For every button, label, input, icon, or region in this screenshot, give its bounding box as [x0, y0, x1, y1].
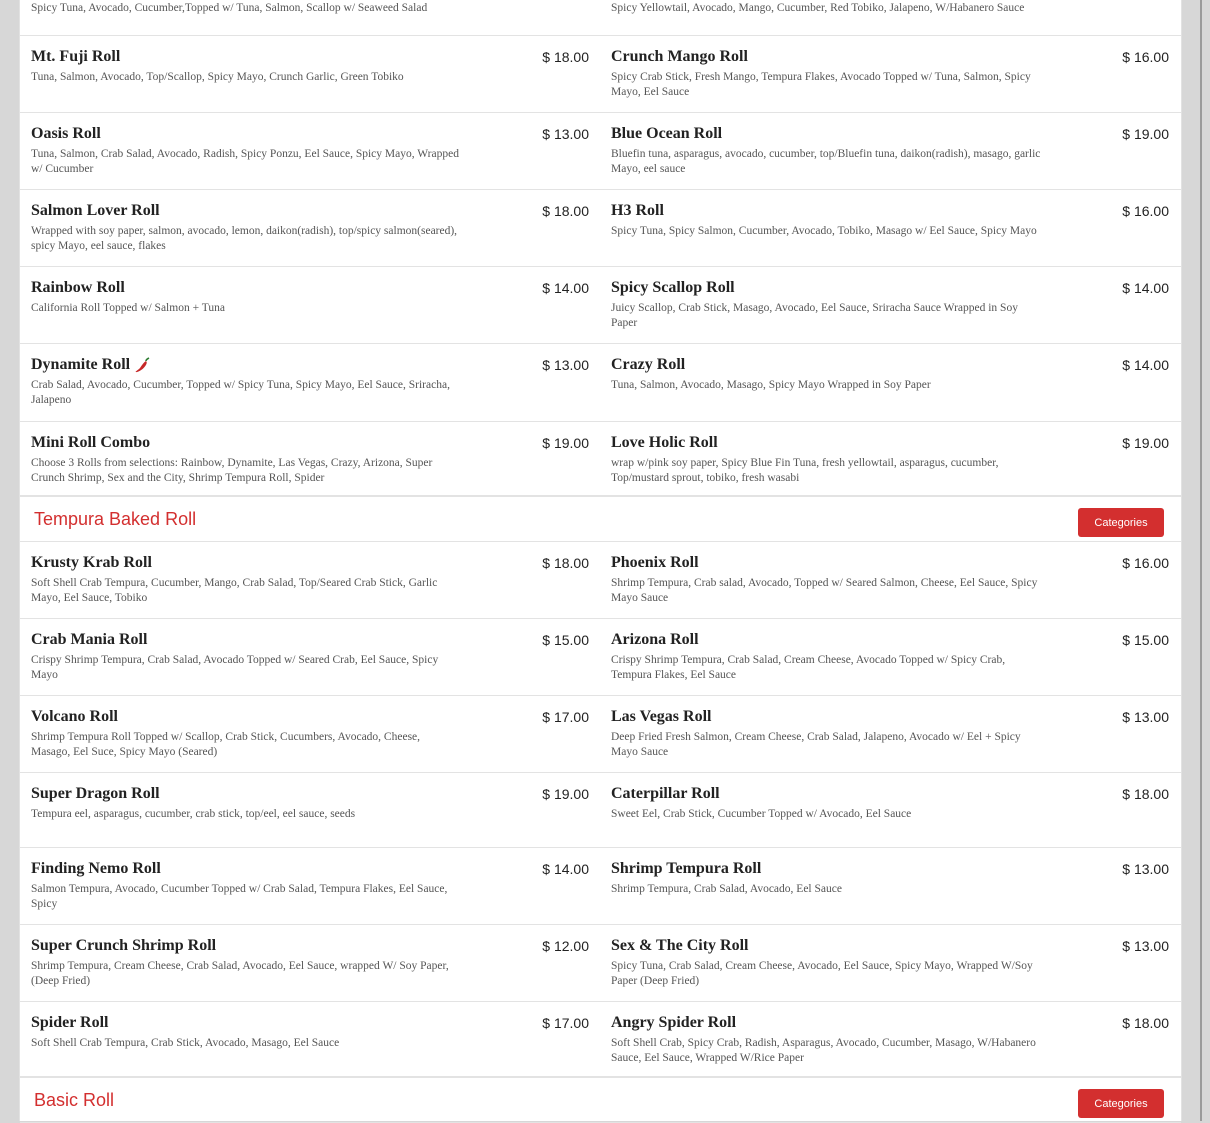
menu-item-name: Super Dragon Roll [31, 785, 160, 802]
menu-item[interactable] [600, 113, 1180, 189]
menu-item-description: Spicy Tuna, Avocado, Cucumber,Topped w/ Tuna, Salmon, Scallop w/ Seaweed Salad [31, 2, 428, 14]
menu-item-description: Sweet Eel, Crab Stick, Cucumber Topped w/ Avocado, Eel Sauce [611, 808, 912, 820]
menu-item-description: Shrimp Tempura, Cream Cheese, Crab Salad, Avocado, Eel Sauce, wrapped W/ Soy Paper, (Deep Fried) [31, 960, 449, 987]
menu-item-price: $ 18.00 [542, 555, 589, 571]
menu-item[interactable] [20, 542, 600, 618]
menu-item-price: $ 15.00 [542, 632, 589, 648]
menu-item[interactable] [600, 542, 1180, 618]
menu-item-price: $ 12.00 [542, 938, 589, 954]
menu-item-name: Mt. Fuji Roll [31, 48, 121, 65]
menu-item-description: wrap w/pink soy paper, Spicy Blue Fin Tuna, fresh yellowtail, asparagus, cucumber, Top/mustard sprout, tobiko, fresh wasabi [611, 457, 999, 484]
menu-item[interactable] [600, 848, 1180, 924]
menu-row [20, 696, 1181, 773]
menu-item-name: Crab Mania Roll [31, 631, 148, 648]
menu-row [20, 925, 1181, 1002]
section-title: Basic Roll [34, 1090, 115, 1110]
menu-row [20, 619, 1181, 696]
menu-item-description: Spicy Crab Stick, Fresh Mango, Tempura Flakes, Avocado Topped w/ Tuna, Salmon, Spicy Mayo, Eel Sauce [611, 71, 1031, 98]
section-header-basic [20, 1077, 1181, 1123]
menu-item[interactable] [20, 267, 600, 343]
menu-item-name: Crazy Roll [611, 356, 686, 373]
menu-item-price: $ 19.00 [1122, 435, 1169, 451]
menu-item-name-row [611, 936, 1180, 956]
menu-row [20, 344, 1181, 422]
menu-item-name-row [31, 433, 600, 453]
menu-item-name-row [611, 784, 1180, 804]
menu-item[interactable] [20, 422, 600, 495]
menu-item-description: Soft Shell Crab, Spicy Crab, Radish, Asparagus, Avocado, Cucumber, Masago, W/Habanero Sauce, Eel Sauce, Wrapped W/Rice Paper [611, 1037, 1036, 1064]
menu-item-name: Las Vegas Roll [611, 708, 712, 725]
menu-row [20, 542, 1181, 619]
menu-item[interactable] [600, 36, 1180, 112]
menu-item-price: $ 14.00 [542, 280, 589, 296]
menu-item-description: Shrimp Tempura, Crab Salad, Avocado, Eel Sauce [611, 883, 842, 895]
menu-item-name-row [611, 553, 1180, 573]
menu-item[interactable] [20, 925, 600, 1001]
menu-item-description: Spicy Yellowtail, Avocado, Mango, Cucumber, Red Tobiko, Jalapeno, W/Habanero Sauce [611, 2, 1025, 14]
menu-item[interactable] [20, 848, 600, 924]
menu-item-name-row [611, 47, 1180, 67]
menu-item-name-row [611, 124, 1180, 144]
menu-item[interactable] [20, 696, 600, 772]
menu-item-name-row [31, 47, 600, 67]
menu-item-description: Choose 3 Rolls from selections: Rainbow, Dynamite, Las Vegas, Crazy, Arizona, Super Crunch Shrimp, Sex and the City, Shrimp Tempura Roll, Spider [31, 457, 433, 484]
menu-item[interactable] [20, 1002, 600, 1076]
menu-item-price: $ 18.00 [1122, 786, 1169, 802]
menu-item[interactable] [600, 619, 1180, 695]
menu-item-name: Oasis Roll [31, 125, 101, 142]
menu-item-name-row [31, 278, 600, 298]
menu-item[interactable] [20, 36, 600, 112]
menu-item-name-row [31, 859, 600, 879]
menu-item-name: Phoenix Roll [611, 554, 699, 571]
menu-row [20, 422, 1181, 496]
menu-item-name-row [611, 859, 1180, 879]
menu-item-description: Salmon Tempura, Avocado, Cucumber Topped w/ Crab Salad, Tempura Flakes, Eel Sauce, Spicy [31, 883, 448, 910]
menu-item[interactable] [600, 773, 1180, 847]
menu-item-name-row [31, 1013, 600, 1033]
menu-item[interactable] [20, 190, 600, 266]
menu-item-description: Shrimp Tempura Roll Topped w/ Scallop, Crab Stick, Cucumbers, Avocado, Cheese, Masago, Eel Suce, Spicy Mayo (Seared) [31, 731, 421, 758]
menu-item[interactable] [20, 773, 600, 847]
menu-item-name-row [611, 707, 1180, 727]
menu-row [20, 848, 1181, 925]
menu-item-name-row [31, 630, 600, 650]
menu-item-name: Salmon Lover Roll [31, 202, 160, 219]
menu-item-description: Tempura eel, asparagus, cucumber, crab stick, top/eel, eel sauce, seeds [31, 808, 356, 820]
menu-item-name: Crunch Mango Roll [611, 48, 748, 65]
menu-item-price: $ 19.00 [542, 786, 589, 802]
menu-row [20, 267, 1181, 344]
menu-item-price: $ 16.00 [1122, 49, 1169, 65]
menu-item-price: $ 14.00 [1122, 357, 1169, 373]
section-title: Tempura Baked Roll [34, 509, 197, 529]
menu-item-description: Tuna, Salmon, Avocado, Top/Scallop, Spicy Mayo, Crunch Garlic, Green Tobiko [31, 71, 404, 83]
menu-item-description: Crab Salad, Avocado, Cucumber, Topped w/ Spicy Tuna, Spicy Mayo, Eel Sauce, Sriracha, Jalapeno [31, 379, 450, 406]
menu-item-name: H3 Roll [611, 202, 664, 219]
menu-item-price: $ 14.00 [1122, 280, 1169, 296]
menu-item-name-row [611, 278, 1180, 298]
menu-item[interactable] [20, 344, 600, 421]
menu-item-description: Crispy Shrimp Tempura, Crab Salad, Avocado Topped w/ Seared Crab, Eel Sauce, Spicy Mayo [31, 654, 439, 681]
categories-button[interactable]: Categories [1078, 1089, 1164, 1118]
menu-item[interactable] [20, 619, 600, 695]
menu-item-name-row [611, 1013, 1180, 1033]
menu-item-price: $ 15.00 [1122, 632, 1169, 648]
menu-item-description: Spicy Tuna, Spicy Salmon, Cucumber, Avocado, Tobiko, Masago w/ Eel Sauce, Spicy Mayo [611, 225, 1037, 237]
menu-item-name-row [31, 784, 600, 804]
menu-item-name-row [611, 630, 1180, 650]
menu-item-name: Blue Ocean Roll [611, 125, 723, 142]
menu-item-price: $ 18.00 [1122, 1015, 1169, 1031]
menu-item-name: Angry Spider Roll [611, 1014, 737, 1031]
menu-item-price: $ 19.00 [542, 435, 589, 451]
menu-item-name: Krusty Krab Roll [31, 554, 152, 571]
menu-item-name: Finding Nemo Roll [31, 860, 161, 877]
menu-item-description: Shrimp Tempura, Crab salad, Avocado, Topped w/ Seared Salmon, Cheese, Eel Sauce, Spicy Mayo Sauce [611, 577, 1038, 604]
menu-row [20, 113, 1181, 190]
menu-item-name: Dynamite Roll [31, 356, 131, 373]
menu-item-price: $ 13.00 [1122, 709, 1169, 725]
chili-pepper-icon [134, 356, 152, 374]
menu-item-description: Spicy Tuna, Crab Salad, Cream Cheese, Avocado, Eel Sauce, Spicy Mayo, Wrapped W/Soy Paper (Deep Fried) [611, 960, 1033, 987]
menu-item-description: Soft Shell Crab Tempura, Cucumber, Mango, Crab Salad, Top/Seared Crab Stick, Garlic Mayo, Eel Sauce, Tobiko [31, 577, 438, 604]
menu-item-price: $ 17.00 [542, 709, 589, 725]
menu-row [20, 36, 1181, 113]
menu-row [20, 773, 1181, 848]
section-header-tempura [20, 496, 1181, 542]
categories-button[interactable]: Categories [1078, 508, 1164, 537]
menu-item-name: Caterpillar Roll [611, 785, 720, 802]
menu-row [20, 1002, 1181, 1077]
menu-item-price: $ 19.00 [1122, 126, 1169, 142]
menu-item-name: Super Crunch Shrimp Roll [31, 937, 217, 954]
menu-item-description: Crispy Shrimp Tempura, Crab Salad, Cream Cheese, Avocado Topped w/ Spicy Crab, Tempura Flakes, Eel Sauce [611, 654, 1006, 681]
menu-item-name-row [31, 355, 600, 375]
menu-item-name: Mini Roll Combo [31, 434, 151, 451]
menu-item-name: Love Holic Roll [611, 434, 718, 451]
menu-item-price: $ 17.00 [542, 1015, 589, 1031]
menu-item-price: $ 14.00 [542, 861, 589, 877]
menu-item-name-row [31, 553, 600, 573]
menu-item-description: Bluefin tuna, asparagus, avocado, cucumber, top/Bluefin tuna, daikon(radish), masago, garlic Mayo, eel sauce [611, 148, 1041, 175]
menu-item-name: Spider Roll [31, 1014, 109, 1031]
partial-menu-row [20, 0, 1181, 36]
menu-item-price: $ 13.00 [1122, 938, 1169, 954]
menu-item-description: Tuna, Salmon, Avocado, Masago, Spicy Mayo Wrapped in Soy Paper [611, 379, 931, 391]
menu-item-name-row [31, 707, 600, 727]
menu-item-name: Rainbow Roll [31, 279, 125, 296]
menu-item-description: Tuna, Salmon, Crab Salad, Avocado, Radish, Spicy Ponzu, Eel Sauce, Spicy Mayo, Wrapped w/ Cucumber [31, 148, 459, 175]
menu-item-price: $ 13.00 [542, 126, 589, 142]
menu-item-description: Juicy Scallop, Crab Stick, Masago, Avocado, Eel Sauce, Sriracha Sauce Wrapped in Soy Paper [611, 302, 1018, 329]
menu-item-price: $ 16.00 [1122, 555, 1169, 571]
menu-item[interactable] [600, 696, 1180, 772]
menu-item-description: Wrapped with soy paper, salmon, avocado, lemon, daikon(radish), top/spicy salmon(seared), spicy Mayo, eel sauce, flakes [31, 225, 458, 252]
menu-item-price: $ 18.00 [542, 203, 589, 219]
menu-page [19, 0, 1182, 1121]
menu-item-price: $ 13.00 [542, 357, 589, 373]
menu-item-price: $ 16.00 [1122, 203, 1169, 219]
scrollbar[interactable] [1200, 0, 1202, 1121]
menu-item-description: California Roll Topped w/ Salmon + Tuna [31, 302, 225, 314]
menu-item-name: Spicy Scallop Roll [611, 279, 735, 296]
menu-item[interactable] [600, 1002, 1180, 1076]
menu-item-name-row [611, 201, 1180, 221]
menu-item-name-row [31, 936, 600, 956]
menu-row [20, 190, 1181, 267]
menu-item[interactable] [600, 267, 1180, 343]
menu-item-name-row [611, 433, 1180, 453]
menu-item-price: $ 18.00 [542, 49, 589, 65]
menu-item-description: Deep Fried Fresh Salmon, Cream Cheese, Crab Salad, Jalapeno, Avocado w/ Eel + Spicy Mayo Sauce [611, 731, 1021, 758]
menu-item-name-row [31, 124, 600, 144]
menu-item[interactable] [600, 422, 1180, 495]
menu-item-name: Sex & The City Roll [611, 937, 749, 954]
menu-item-name: Volcano Roll [31, 708, 118, 725]
menu-item-name-row [611, 355, 1180, 375]
menu-item-name: Shrimp Tempura Roll [611, 860, 762, 877]
menu-item[interactable] [600, 190, 1180, 266]
menu-item-name-row [31, 201, 600, 221]
menu-item[interactable] [20, 113, 600, 189]
menu-item-price: $ 13.00 [1122, 861, 1169, 877]
menu-item-description: Soft Shell Crab Tempura, Crab Stick, Avocado, Masago, Eel Sauce [31, 1037, 340, 1049]
menu-item-name: Arizona Roll [611, 631, 699, 648]
menu-item[interactable] [600, 925, 1180, 1001]
menu-item[interactable] [600, 344, 1180, 421]
